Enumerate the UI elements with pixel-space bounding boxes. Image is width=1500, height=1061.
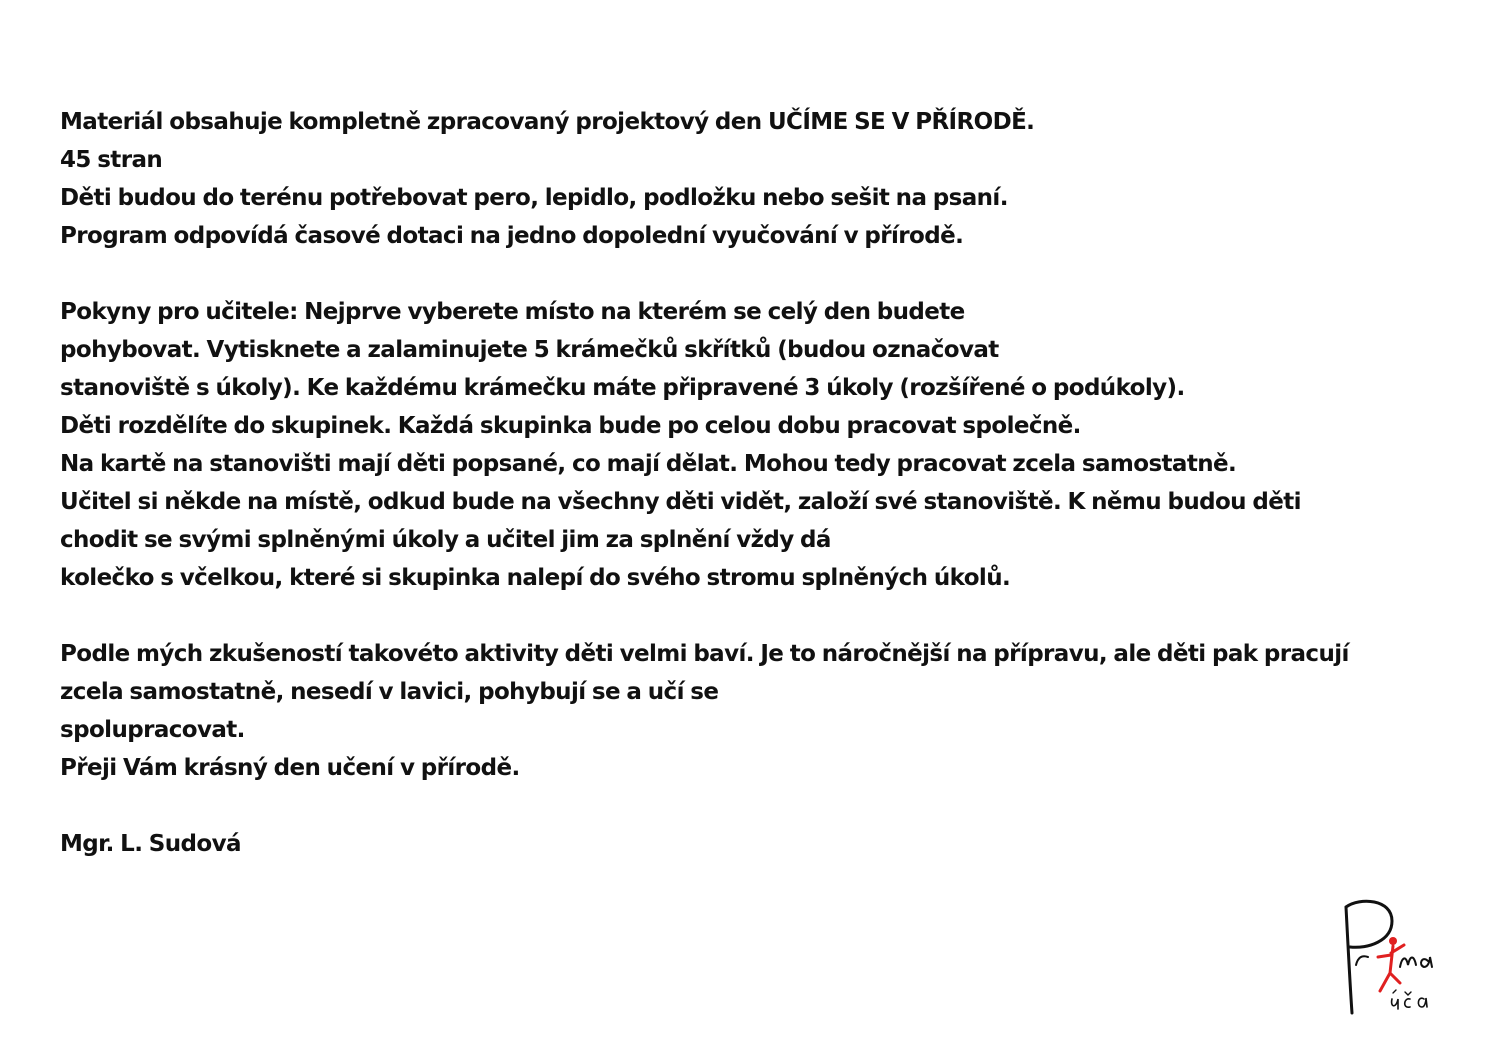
prima-uca-logo — [1330, 895, 1450, 1025]
text-line: stanoviště s úkoly). Ke každému krámečku máte připravené 3 úkoly (rozšířené o podúkoly). — [60, 375, 1185, 401]
accent-stroke — [1393, 990, 1396, 993]
text-line: kolečko s včelkou, které si skupinka nalepí do svého stromu splněných úkolů. — [60, 565, 1011, 591]
signature: Mgr. L. Sudová — [60, 831, 241, 857]
paragraph-gap — [60, 787, 1500, 825]
text-line: Na kartě na stanovišti mají děti popsané, co mají dělat. Mohou tedy pracovat zcela samostatně. — [60, 451, 1237, 477]
text-line: chodit se svými splněnými úkoly a učitel jim za splnění vždy dá — [60, 527, 831, 553]
letter-u-stroke — [1392, 999, 1398, 1009]
letter-a2-stroke — [1418, 998, 1427, 1007]
text-line: zcela samostatně, nesedí v lavici, pohybují se a učí se — [60, 679, 719, 705]
logo-graphic — [1330, 895, 1450, 1025]
text-line: Pokyny pro učitele: Nejprve vyberete místo na kterém se celý den budete — [60, 299, 965, 325]
text-line: Podle mých zkušeností takovéto aktivity děti velmi baví. Je to náročnější na přípravu, ale děti pak pracují — [60, 641, 1349, 667]
paragraph-gap — [60, 255, 1500, 293]
text-line: 45 stran — [60, 147, 163, 173]
text-line: Přeji Vám krásný den učení v přírodě. — [60, 755, 520, 781]
letter-m-stroke — [1400, 958, 1416, 968]
letter-a-stroke — [1421, 957, 1432, 967]
text-line: Program odpovídá časové dotaci na jedno dopolední vyučování v přírodě. — [60, 223, 964, 249]
text-line: Děti budou do terénu potřebovat pero, lepidlo, podložku nebo sešit na psaní. — [60, 185, 1008, 211]
text-line: Učitel si někde na místě, odkud bude na všechny děti vidět, založí své stanoviště. K němu budou děti — [60, 489, 1301, 515]
paragraph-gap — [60, 597, 1500, 635]
figure-head — [1389, 937, 1397, 945]
document-body — [60, 103, 1500, 863]
closing-paragraph — [60, 635, 1500, 787]
instructions-paragraph — [60, 293, 1500, 597]
text-line: spolupracovat. — [60, 717, 245, 743]
caron-stroke — [1405, 992, 1411, 995]
text-line: Děti rozdělíte do skupinek. Každá skupinka bude po celou dobu pracovat společně. — [60, 413, 1081, 439]
letter-r-stroke — [1356, 956, 1368, 965]
intro-paragraph — [60, 103, 1500, 255]
letter-c-stroke — [1405, 999, 1410, 1007]
signature-block — [60, 825, 1500, 863]
text-line: pohybovat. Vytisknete a zalaminujete 5 krámečků skřítků (budou označovat — [60, 337, 999, 363]
text-line: Materiál obsahuje kompletně zpracovaný projektový den UČÍME SE V PŘÍRODĚ. — [60, 109, 1035, 135]
figure-body — [1378, 945, 1404, 991]
